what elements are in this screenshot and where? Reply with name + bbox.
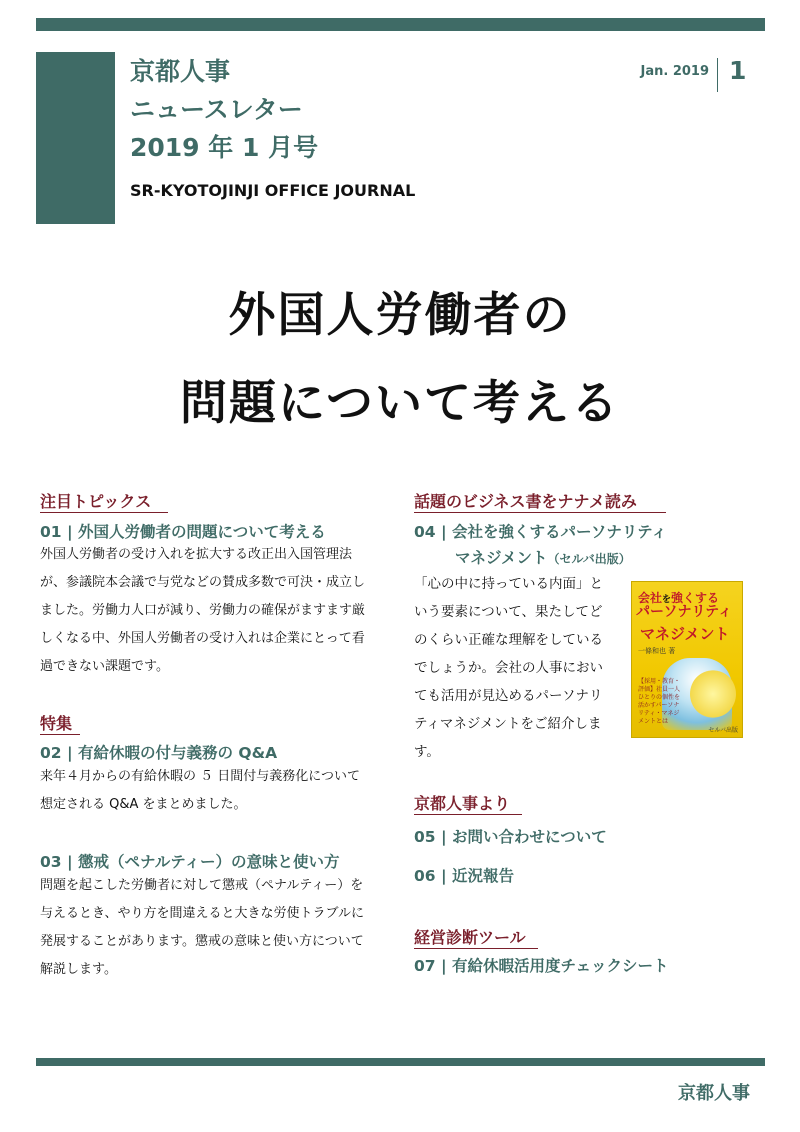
article-04-title-line2[interactable] xyxy=(455,546,631,568)
article-02-title[interactable]: 02 | 有給休暇の付与義務の Q&A xyxy=(40,744,278,762)
body-line: が、参議院本会議で与党などの賛成多数で可決・成立し xyxy=(40,575,366,590)
body-line: 過できない課題です。 xyxy=(40,659,169,674)
body-line: 発展することがあります。懲戒の意味と使い方について xyxy=(40,934,364,949)
top-bar xyxy=(36,18,765,31)
body-line: 与えるとき、やり方を間違えると大きな労使トラブルに xyxy=(40,906,364,921)
article-03-body xyxy=(40,872,364,984)
footer-brand: 京都人事 xyxy=(678,1083,750,1104)
masthead-color-block xyxy=(36,52,115,224)
issue-date: Jan. 2019 xyxy=(640,64,709,79)
body-line: 問題を起こした労働者に対して懲戒（ペナルティー）を xyxy=(40,878,364,893)
body-line: 来年４月からの有給休暇の ５ 日間付与義務化について xyxy=(40,769,361,784)
article-04-body xyxy=(414,570,603,766)
body-line: 想定される Q&A をまとめました。 xyxy=(40,797,247,812)
masthead-subtitle: SR-KYOTOJINJI OFFICE JOURNAL xyxy=(130,181,416,200)
article-05-title[interactable]: 05 | お問い合わせについて xyxy=(414,828,607,846)
masthead-title-line1: 京都人事 xyxy=(130,57,231,86)
book-cover-figure-glow xyxy=(690,670,736,718)
section-underline xyxy=(40,734,80,735)
article-07-title[interactable]: 07 | 有給休暇活用度チェックシート xyxy=(414,957,669,975)
date-divider xyxy=(717,58,718,92)
article-03-title[interactable]: 03 | 懲戒（ペナルティー）の意味と使い方 xyxy=(40,853,340,871)
article-01-body xyxy=(40,541,365,681)
book-cover-note: 【採用・教育・評価】社員一人ひとりの個性を活かすパーソナリティ・マネジメントとは xyxy=(638,678,681,725)
body-line: ても活用が見込めるパーソナリ xyxy=(414,688,603,704)
body-line: 「心の中に持っている内面」と xyxy=(414,576,603,592)
page-number: 1 xyxy=(729,56,747,85)
body-line: す。 xyxy=(414,744,440,760)
book-cover-title-b: マネジメント xyxy=(640,625,730,643)
masthead-title-line2: ニュースレター xyxy=(130,95,303,124)
section-underline xyxy=(40,512,168,513)
body-line: 外国人労働者の受け入れを拡大する改正出入国管理法 xyxy=(40,547,353,562)
book-cover-author: 一條和也 著 xyxy=(638,647,676,655)
section-title-business-books: 話題のビジネス書をナナメ読み xyxy=(414,492,637,511)
book-cover-image xyxy=(631,581,743,738)
section-underline xyxy=(414,814,522,815)
book-cover-top-b: を xyxy=(662,595,672,605)
book-cover-top-c: 強くする xyxy=(671,591,720,605)
article-04-title-line1[interactable]: 04 | 会社を強くするパーソナリティ xyxy=(414,523,667,541)
article-04-publisher: （セルバ出版） xyxy=(547,552,631,566)
body-line: いう要素について、果たしてど xyxy=(414,604,603,620)
bottom-bar xyxy=(36,1058,765,1066)
section-title-topics: 注目トピックス xyxy=(40,492,152,511)
section-title-feature: 特集 xyxy=(40,714,73,733)
body-line: でしょうか。会社の人事におい xyxy=(414,660,603,676)
headline-line2: 問題について考える xyxy=(179,376,621,431)
article-01-title[interactable]: 01 | 外国人労働者の問題について考える xyxy=(40,523,326,541)
body-line: 解説します。 xyxy=(40,962,117,977)
section-title-from-office: 京都人事より xyxy=(414,794,511,813)
section-title-diagnosis-tool: 経営診断ツール xyxy=(414,928,526,947)
article-02-body xyxy=(40,763,360,819)
headline-line1: 外国人労働者の xyxy=(228,288,572,343)
article-06-title[interactable]: 06 | 近況報告 xyxy=(414,867,515,885)
book-cover-title-a: パーソナリティ xyxy=(636,604,733,620)
article-04-title-text: マネジメント xyxy=(455,549,548,567)
section-underline xyxy=(414,512,666,513)
body-line: ました。労働力人口が減り、労働力の確保がますます厳 xyxy=(40,603,366,618)
body-line: しくなる中、外国人労働者の受け入れは企業にとって看 xyxy=(40,631,365,646)
masthead-title-line3: 2019 年 1 月号 xyxy=(130,133,319,162)
book-cover-publisher: セルバ出版 xyxy=(708,727,738,734)
body-line: ティマネジメントをご紹介しま xyxy=(414,716,602,732)
section-underline xyxy=(414,948,538,949)
body-line: のくらい正確な理解をしている xyxy=(414,632,603,648)
book-cover-top-a: 会社 xyxy=(638,591,663,605)
